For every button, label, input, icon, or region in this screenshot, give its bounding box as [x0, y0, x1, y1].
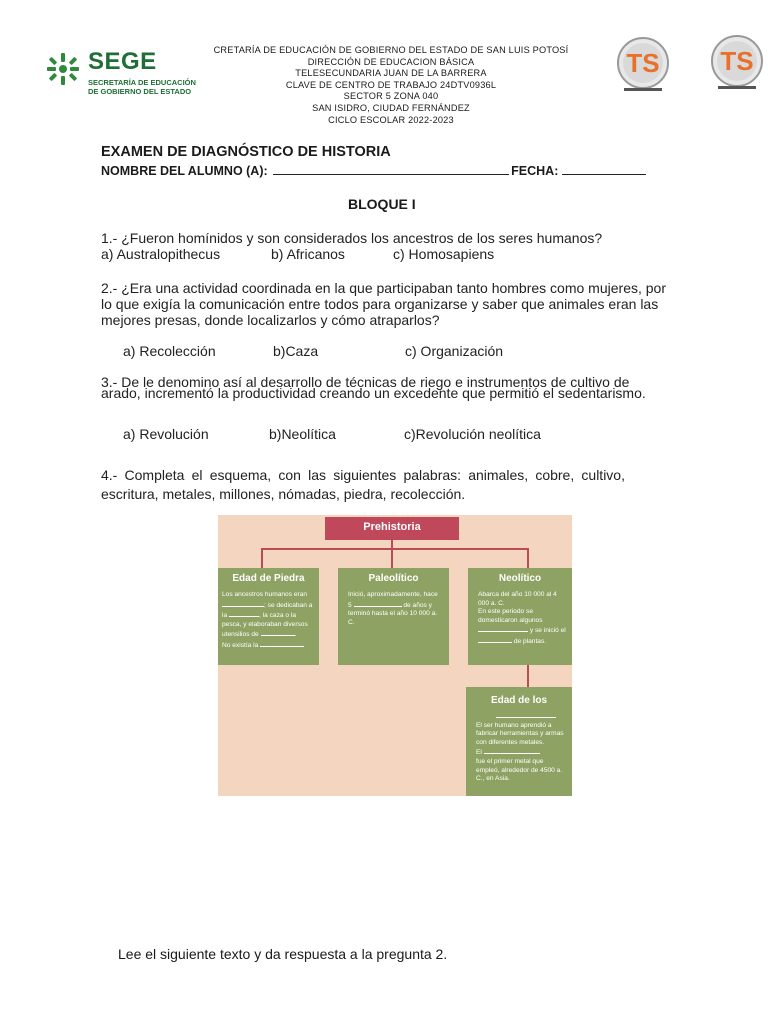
box-text-part: . — [294, 631, 297, 639]
sege-logo — [44, 48, 204, 98]
diagram-title: Prehistoria — [325, 517, 459, 540]
date-blank[interactable] — [562, 163, 646, 175]
prehistory-diagram — [218, 515, 572, 796]
box-text-part: fue el primer metal que empleó, alrededor de 4500 a. C., en Asia. — [476, 757, 563, 783]
option-a[interactable]: a) Australopithecus — [101, 246, 221, 262]
student-info-line — [101, 163, 646, 178]
box-heading: Edad de Piedra — [232, 573, 305, 584]
option-b[interactable]: b) Africanos — [271, 246, 345, 262]
neolithic-box — [468, 568, 572, 665]
box-text-part: la caza o la pesca, y elaboraban diversos utensilios de — [222, 612, 308, 639]
fill-blank[interactable] — [261, 629, 297, 639]
connector-line — [261, 548, 529, 550]
question-1: 1.- ¿Fueron homínidos y son considerados los ancestros de los seres humanos? — [101, 230, 603, 246]
question-2-options — [123, 343, 563, 359]
option-a[interactable]: a) Recolección — [123, 343, 216, 359]
box-heading: Neolítico — [498, 573, 542, 584]
box-text: Los ancestros humanos eran ; se dedicaban a la , la caza o la pesca, y elaboraban diversos utensilios de . No existía la — [222, 591, 313, 649]
connector-line — [527, 665, 529, 687]
option-c[interactable]: c) Organización — [405, 343, 504, 359]
fill-blank[interactable] — [354, 600, 402, 607]
question-1-options — [101, 246, 541, 262]
fill-blank[interactable] — [496, 711, 556, 718]
option-c[interactable]: c) Homosapiens — [393, 246, 495, 262]
option-c[interactable]: c)Revolución neolítica — [404, 426, 541, 442]
box-heading: Edad de los — [490, 695, 548, 706]
connector-line — [391, 548, 393, 568]
connector-line — [261, 548, 263, 568]
student-name-label: NOMBRE DEL ALUMNO (A): — [101, 164, 268, 178]
box-text-part: El ser humano aprendió a fabricar herramientas y armas con diferentes metales. — [476, 721, 564, 746]
question-2: 2.- ¿Era una actividad coordinada en la que participaban tanto hombres como mujeres, por lo que exigía la comunicación entre todos para organizarse y saber que animales eran las mejores presas, donde localizarlos y cómo atraparlos? — [101, 280, 666, 328]
question-4: 4.- Completa el esquema, con las siguientes palabras: animales, cobre, cultivo, escritura, metales, millones, nómadas, piedra, recolección. — [101, 467, 625, 502]
ts-logo-text: TS — [626, 48, 660, 78]
box-text-part: Inició, aproximadamente, hace — [348, 591, 438, 598]
date-label: FECHA: — [511, 164, 559, 178]
sege-name: SEGE — [88, 48, 157, 75]
header-line: CRETARÍA DE EDUCACIÓN DE GOBIERNO DEL ESTADO DE SAN LUIS POTOSÍ — [213, 45, 569, 55]
box-heading: Paleolítico — [368, 573, 419, 584]
header-line: SAN ISIDRO, CIUDAD FERNÁNDEZ — [312, 102, 470, 113]
header-line: DIRECCIÓN DE EDUCACION BÁSICA — [307, 56, 475, 67]
box-text — [466, 709, 572, 786]
box-text-part: El — [476, 749, 482, 757]
header-line: SECTOR 5 ZONA 040 — [343, 91, 439, 102]
fill-blank[interactable] — [478, 636, 512, 643]
box-text — [468, 589, 572, 649]
option-b[interactable]: b)Neolítica — [269, 426, 336, 442]
option-a[interactable]: a) Revolución — [123, 426, 209, 442]
fill-blank[interactable] — [484, 747, 540, 754]
telesecundaria-logo-icon — [616, 36, 670, 94]
fill-blank[interactable] — [229, 610, 259, 617]
question-3: 3.- De le denomino así al desarrollo de técnicas de riego e instrumentos de cultivo de arado, incrementó la productividad creando un excedente que permitió el sedentarismo. — [101, 374, 646, 401]
header-line: CLAVE DE CENTRO DE TRABAJO 24DTV0936L — [285, 79, 497, 90]
header-line: CICLO ESCOLAR 2022-2023 — [328, 114, 454, 125]
sege-subtitle-line: DE GOBIERNO DEL ESTADO — [88, 87, 192, 96]
block-heading: BLOQUE I — [348, 196, 416, 212]
metal-age-box — [466, 687, 572, 796]
box-text — [338, 589, 449, 629]
box-text-part: de plantas. — [513, 637, 547, 645]
school-header — [196, 45, 586, 126]
student-name-blank[interactable] — [273, 163, 509, 175]
reading-instruction: Lee el siguiente texto y da respuesta a la pregunta 2. — [118, 946, 448, 962]
box-text-part: Los ancestros humanos eran — [222, 591, 308, 598]
box-text-part: En este periodo se domesticaron algunos — [478, 608, 543, 624]
box-text-part: No existía la — [222, 641, 259, 649]
box-text-part: Abarca del año 10 000 al 4 000 a. C. — [478, 591, 557, 607]
box-text-part: de años y terminó hasta el año 10 000 a. C. — [348, 601, 438, 626]
stone-age-box — [218, 568, 319, 665]
box-text-part: y se inició el — [529, 627, 566, 635]
ts-logo-text: TS — [720, 46, 754, 76]
exam-title: EXAMEN DE DIAGNÓSTICO DE HISTORIA — [101, 144, 391, 160]
option-b[interactable]: b)Caza — [273, 343, 319, 359]
paleolithic-box — [338, 568, 449, 665]
sege-subtitle-line: SECRETARÍA DE EDUCACIÓN — [88, 78, 196, 87]
box-text-part: ; se dedicaban a la — [222, 601, 313, 620]
header-line: TELESECUNDARIA JUAN DE LA BARRERA — [295, 68, 487, 79]
telesecundaria-logo-icon — [710, 34, 764, 92]
connector-line — [527, 548, 529, 568]
question-3-options — [123, 426, 583, 442]
fill-blank[interactable] — [478, 625, 528, 632]
box-text-part: 5 — [348, 601, 352, 609]
fill-blank[interactable] — [222, 600, 264, 607]
fill-blank[interactable] — [260, 640, 304, 647]
sege-emblem-icon — [44, 50, 82, 88]
